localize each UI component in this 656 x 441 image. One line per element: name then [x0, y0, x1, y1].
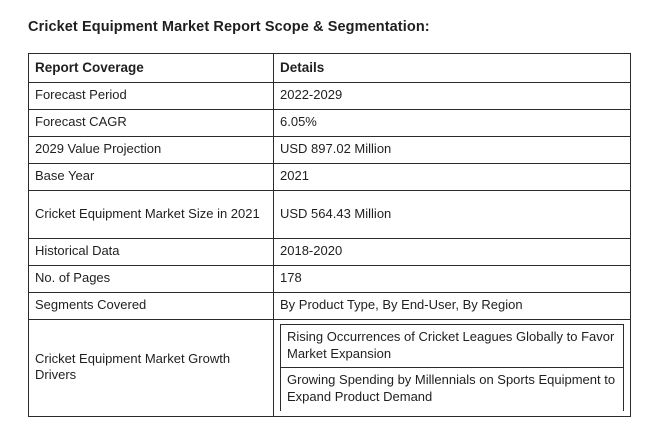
row-value: 2018-2020 — [274, 238, 631, 265]
row-label: Segments Covered — [29, 292, 274, 319]
row-value: USD 897.02 Million — [274, 137, 631, 164]
row-label: No. of Pages — [29, 265, 274, 292]
table-row — [29, 110, 631, 137]
row-value: 178 — [274, 265, 631, 292]
page-title: Cricket Equipment Market Report Scope & Segmentation: — [28, 19, 430, 35]
column-header-details: Details — [274, 53, 631, 83]
table-header-row — [29, 53, 631, 83]
row-value: 6.05% — [274, 110, 631, 137]
row-value: USD 564.43 Million — [274, 190, 631, 238]
growth-driver-text: Rising Occurrences of Cricket Leagues Globally to Favor Market Expansion — [281, 324, 624, 368]
row-label: Historical Data — [29, 238, 274, 265]
table-row-growth-drivers — [29, 319, 631, 417]
row-label: Cricket Equipment Market Size in 2021 — [29, 190, 274, 238]
row-value: By Product Type, By End-User, By Region — [274, 292, 631, 319]
row-value: 2022-2029 — [274, 83, 631, 110]
column-header-report-coverage: Report Coverage — [29, 53, 274, 83]
table-row — [29, 190, 631, 238]
row-value: 2021 — [274, 164, 631, 191]
growth-drivers-list — [280, 324, 624, 412]
table-row — [29, 164, 631, 191]
growth-driver-text: Growing Spending by Millennials on Sports Equipment to Expand Product Demand — [281, 368, 624, 411]
table-row — [29, 292, 631, 319]
market-scope-table — [28, 53, 631, 417]
table-row — [29, 83, 631, 110]
table-row — [29, 238, 631, 265]
table-row — [29, 137, 631, 164]
table-row — [29, 265, 631, 292]
list-item — [281, 324, 624, 368]
row-label: Base Year — [29, 164, 274, 191]
row-label: Forecast Period — [29, 83, 274, 110]
growth-drivers-cell — [274, 319, 631, 417]
list-item — [281, 368, 624, 411]
row-label: Cricket Equipment Market Growth Drivers — [29, 319, 274, 417]
row-label: 2029 Value Projection — [29, 137, 274, 164]
row-label: Forecast CAGR — [29, 110, 274, 137]
